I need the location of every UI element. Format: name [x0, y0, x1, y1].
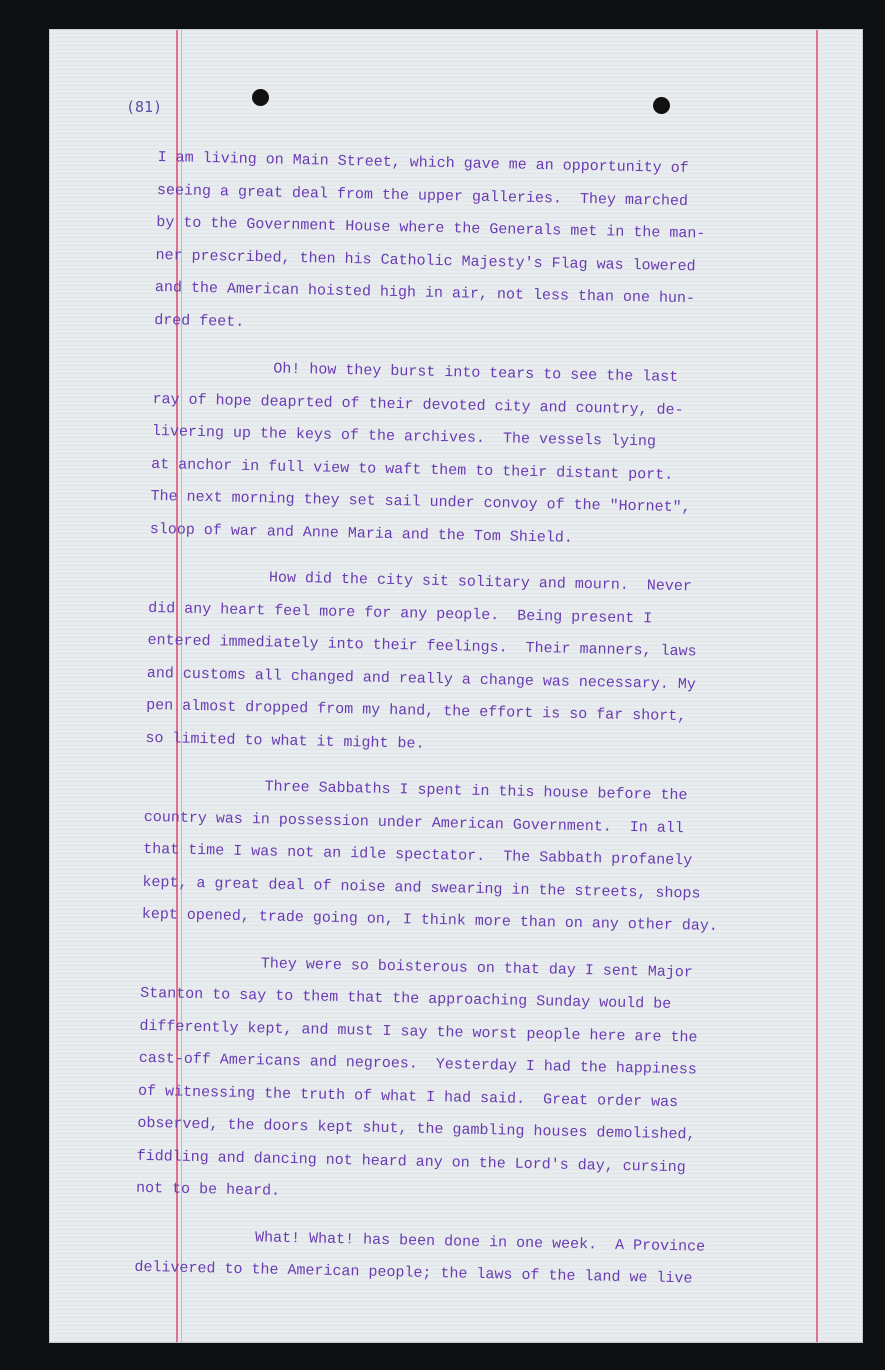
text-line: that time I was not an idle spectator. The Sabbath profanely: [143, 840, 693, 870]
document-page: [50, 30, 862, 1342]
text-line: What! What! has been done in one week. A Province: [254, 1228, 706, 1256]
punch-hole-left: [252, 89, 269, 106]
text-line: and customs all changed and really a change was necessary. My: [146, 664, 697, 693]
paragraph: [145, 560, 799, 769]
text-line: did any heart feel more for any people. Being present I: [148, 599, 653, 627]
text-line: observed, the doors kept shut, the gambling houses demolished,: [137, 1114, 696, 1144]
text-line: ray of hope deaprted of their devoted city and country, de-: [152, 390, 684, 419]
text-line: Three Sabbaths I spent in this house before the: [264, 778, 688, 805]
text-line: kept, a great deal of noise and swearing in the streets, shops: [142, 873, 701, 903]
text-line: country was in possession under American Government. In all: [143, 808, 685, 837]
text-line: I am living on Main Street, which gave me an opportunity of: [157, 148, 689, 178]
text-line: so limited to what it might be.: [145, 729, 425, 753]
text-line: kept opened, trade going on, I think more than on any other day.: [141, 905, 718, 935]
paragraph: [150, 351, 804, 560]
paragraph: [134, 1219, 785, 1298]
text-line: by to the Government House where the Generals met in the man-: [156, 213, 706, 243]
paragraph: [136, 945, 791, 1219]
punch-hole-right: [653, 97, 670, 114]
text-line: Oh! how they burst into tears to see the last: [273, 360, 679, 386]
text-line: sloop of war and Anne Maria and the Tom Shield.: [149, 520, 574, 547]
paragraph: [141, 769, 794, 945]
text-line: fiddling and dancing not heard any on the Lord's day, cursing: [136, 1147, 686, 1176]
text-line: entered immediately into their feelings. Their manners, laws: [147, 631, 697, 661]
text-line: pen almost dropped from my hand, the effort is so far short,: [146, 696, 687, 726]
text-line: livering up the keys of the archives. The vessels lying: [151, 422, 657, 451]
page-number: (81): [126, 98, 163, 116]
text-line: and the American hoisted high in air, not less than one hun-: [154, 278, 696, 308]
typed-text-body: [134, 142, 808, 1298]
text-line: delivered to the American people; the laws of the land we live: [134, 1258, 693, 1288]
paragraph: [154, 142, 808, 351]
text-line: of witnessing the truth of what I had said. Great order was: [137, 1082, 679, 1111]
text-line: at anchor in full view to waft them to their distant port.: [151, 455, 674, 484]
text-line: differently kept, and must I say the worst people here are the: [139, 1017, 698, 1046]
text-line: cast-off Americans and negroes. Yesterday I had the happiness: [138, 1049, 697, 1079]
text-line: dred feet.: [154, 311, 245, 331]
text-line: not to be heard.: [135, 1179, 281, 1200]
text-line: How did the city sit solitary and mourn. Never: [268, 569, 693, 596]
text-line: The next morning they set sail under convoy of the "Hornet",: [150, 487, 691, 517]
text-line: Stanton to say to them that the approaching Sunday would be: [139, 984, 672, 1013]
text-line: seeing a great deal from the upper galleries. They marched: [156, 181, 689, 210]
text-line: ner prescribed, then his Catholic Majesty's Flag was lowered: [155, 246, 696, 275]
right-margin-rule: [816, 30, 818, 1342]
text-line: They were so boisterous on that day I sent Major: [260, 954, 693, 981]
